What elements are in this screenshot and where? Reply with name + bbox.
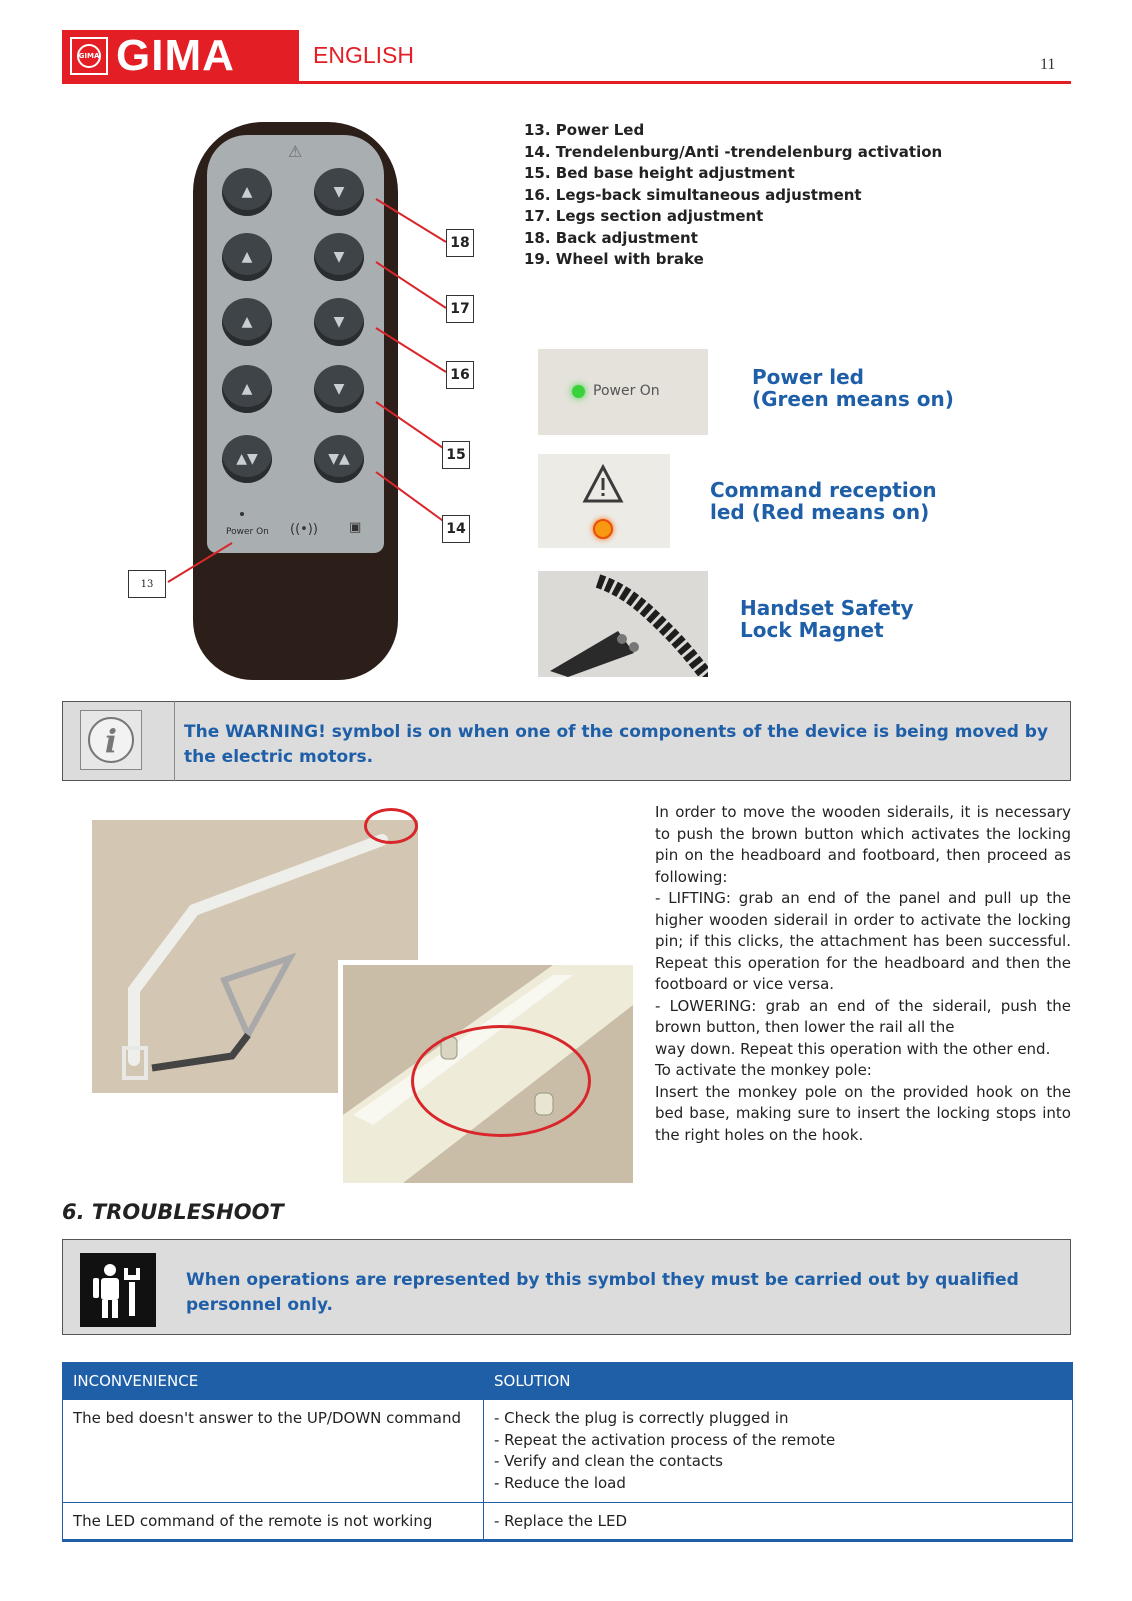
legend-item: 16. Legs-back simultaneous adjustment [524, 185, 862, 204]
safety-lock-title: Handset Safety Lock Magnet [740, 596, 914, 642]
legend-item: 17. Legs section adjustment [524, 207, 764, 225]
callout-17: 17 [446, 295, 474, 323]
callout-14: 14 [442, 515, 470, 543]
warning-triangle-icon: ⚠ [288, 142, 303, 161]
logo-mark-icon: GIMA [70, 37, 108, 75]
solution-cell: - Replace the LED [484, 1503, 1073, 1542]
component-legend [524, 120, 942, 271]
command-led-photo [538, 454, 670, 548]
legs-down-button-icon: ▼ [314, 233, 364, 281]
pole-tip-highlight [364, 808, 418, 844]
callout-16: 16 [446, 361, 474, 389]
solution-cell: - Check the plug is correctly plugged in - Repeat the activation process of the remote - Verify and clean the contacts - Reduce the load [484, 1400, 1073, 1503]
table-row [63, 1503, 1073, 1542]
column-header-inconvenience: INCONVENIENCE [63, 1363, 484, 1400]
callout-13: 13 [128, 570, 166, 598]
brand-name: GIMA [116, 31, 235, 80]
siderail-instructions: In order to move the wooden siderails, it is necessary to push the brown button which activates the locking pin on the headboard and footboard, then proceed as following: - LIFTING: grab an end of the panel and pull up the higher wooden siderail in order to activate the locking pin; if this clicks, the attachment has been successful. Repeat this operation for the headboard and then the footboard or vice versa. - LOWERING: grab an end of the siderail, push the brown button, then lower the rail all the way down. Repeat this operation with the other end. To activate the monkey pole: Insert the monkey pole on the provided hook on the bed base, making sure to insert the locking stops into the right holes on the hook. [655, 803, 1071, 1144]
legend-item: 13. Power Led [524, 121, 645, 139]
coiled-cord-illustration [538, 571, 708, 677]
troubleshoot-table [62, 1362, 1073, 1542]
page-number: 11 [1040, 56, 1056, 73]
back-down-button-icon: ▼ [314, 168, 364, 216]
locking-pin-highlight [411, 1025, 591, 1137]
power-on-photo-label: Power On [593, 383, 660, 399]
legend-item: 14. Trendelenburg/Anti -trendelenburg activation [524, 142, 943, 161]
height-up-button-icon: ▲ [222, 365, 272, 413]
safety-lock-photo [538, 571, 708, 677]
red-led-icon [593, 519, 613, 539]
legs-back-down-button-icon: ▼ [314, 298, 364, 346]
info-icon [80, 710, 142, 770]
power-on-label: Power On [226, 527, 269, 537]
problem-cell: The bed doesn't answer to the UP/DOWN command [63, 1400, 484, 1503]
padlock-icon: ▣ [349, 520, 362, 535]
command-led-title: Command reception led (Red means on) [710, 478, 937, 524]
pole-closeup-photo [338, 960, 640, 1192]
qualified-personnel-note: When operations are represented by this symbol they must be carried out by qualified personnel only. [186, 1270, 1019, 1315]
power-led-photo [538, 349, 708, 435]
warning-triangle-icon [582, 464, 624, 504]
column-header-solution: SOLUTION [484, 1363, 1073, 1400]
power-led-title: Power led (Green means on) [752, 365, 954, 411]
table-row [63, 1400, 1073, 1503]
technician-icon [80, 1253, 156, 1327]
problem-cell: The LED command of the remote is not working [63, 1503, 484, 1542]
legend-item: 15. Bed base height adjustment [524, 164, 795, 182]
callout-15: 15 [442, 441, 470, 469]
legs-back-up-button-icon: ▲ [222, 298, 272, 346]
legend-item: 18. Back adjustment [524, 228, 698, 247]
legend-item: 19. Wheel with brake [524, 250, 704, 268]
callout-18: 18 [446, 229, 474, 257]
svg-text:i: i [104, 722, 118, 760]
legs-up-button-icon: ▲ [222, 233, 272, 281]
wireless-icon: ((•)) [290, 522, 318, 537]
section-title: 6. TROUBLESHOOT [62, 1200, 284, 1224]
trendelenburg-button-icon: ▲▼ [222, 435, 272, 483]
info-separator [174, 701, 175, 781]
language-label: ENGLISH [313, 42, 414, 68]
height-down-button-icon: ▼ [314, 365, 364, 413]
table-header-row [63, 1363, 1073, 1400]
anti-trendelenburg-button-icon: ▼▲ [314, 435, 364, 483]
warning-symbol-note: The WARNING! symbol is on when one of the components of the device is being moved by the electric motors. [184, 722, 1049, 767]
footer-divider [62, 1539, 1073, 1542]
back-up-button-icon: ▲ [222, 168, 272, 216]
green-led-icon [572, 385, 585, 398]
